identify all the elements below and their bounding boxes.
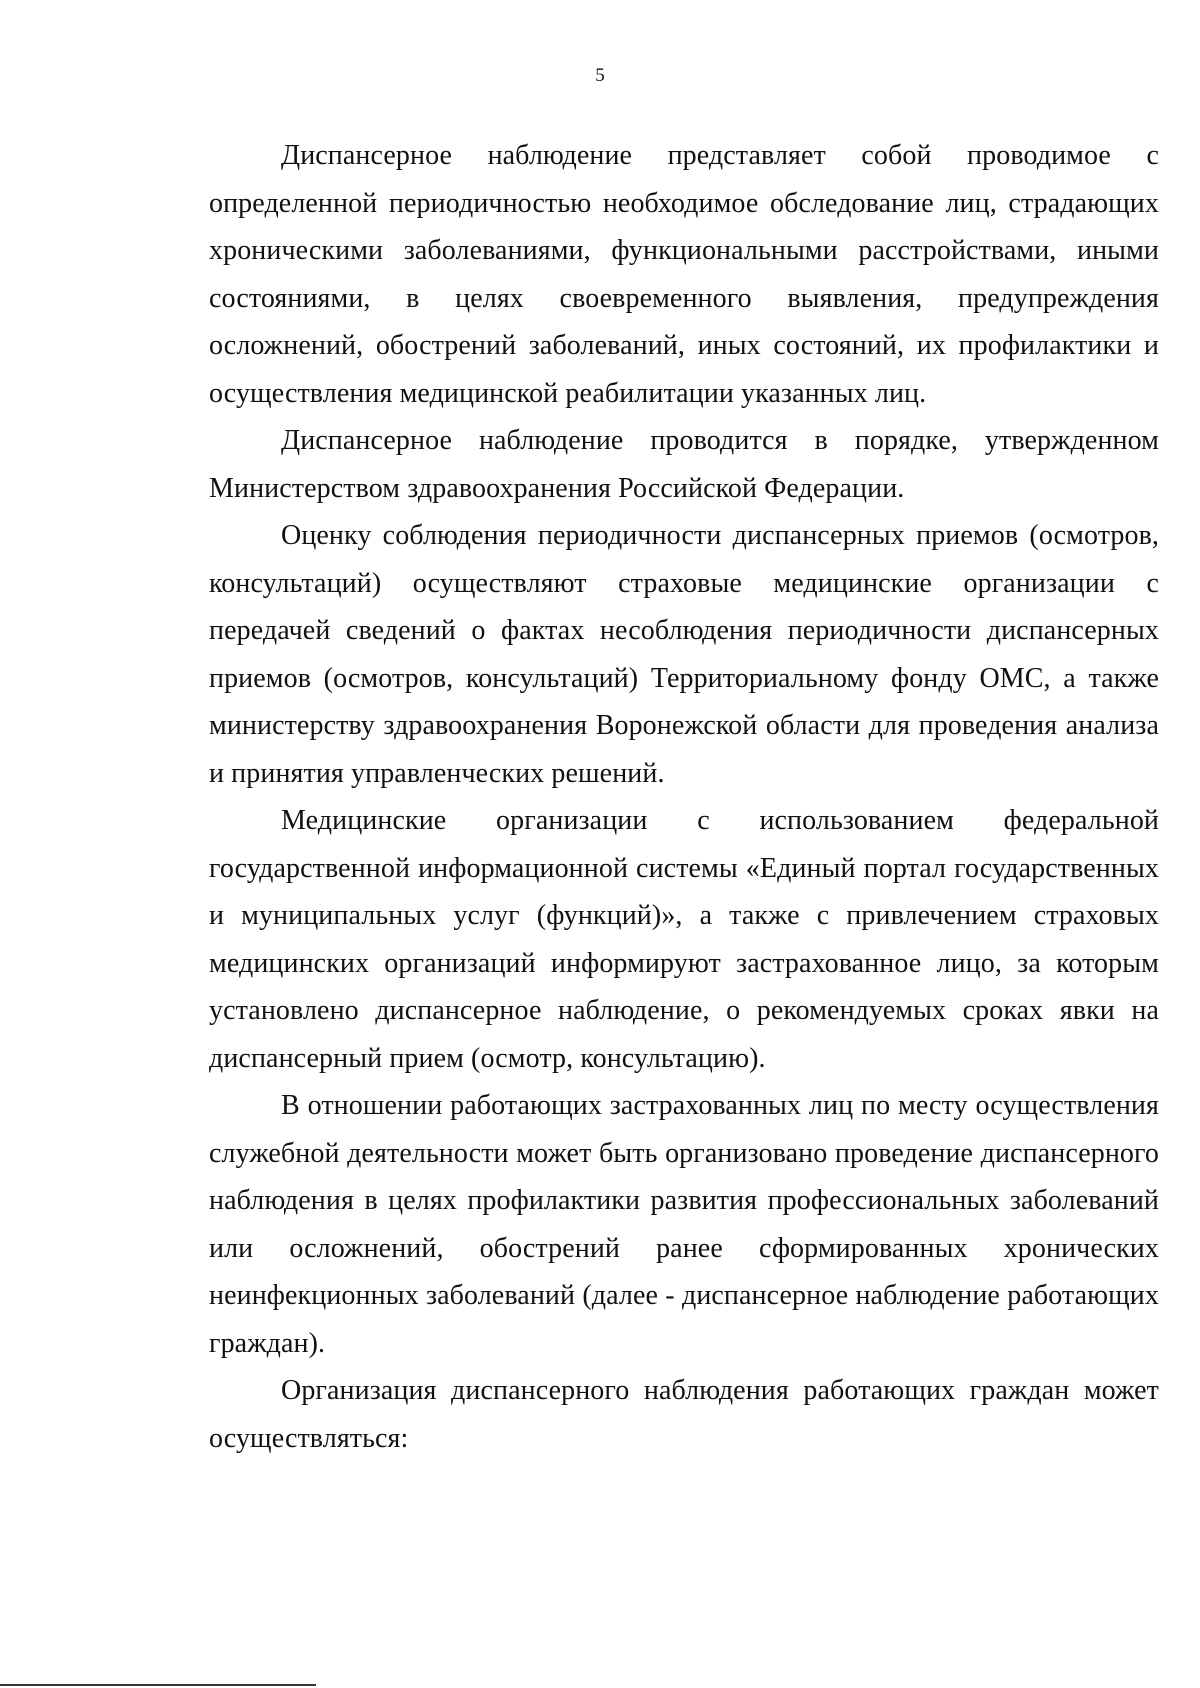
paragraph-periodicity-assessment: Оценку соблюдения периодичности диспансерных приемов (осмотров, консультаций) осуществляют страховые медицинские организации с передачей сведений о фактах несоблюдения периодичности диспансерных приемов (осмотров, консультаций) Территориальному фонду ОМС, а также министерству здравоохранения Воронежской области для проведения анализа и принятия управленческих решений. bbox=[209, 520, 1159, 789]
footer-divider bbox=[0, 1684, 316, 1686]
paragraph-informing-insured: Медицинские организации с использованием федеральной государственной информационной системы «Единый портал государственных и муниципальных услуг (функций)», а также с привлечением страховых медицинских организаций информируют застрахованное лицо, за которым установлено диспансерное наблюдение, о рекомендуемых сроках явки на диспансерный прием (осмотр, консультацию). bbox=[209, 805, 1159, 1074]
paragraph-organization: Организация диспансерного наблюдения работающих граждан может осуществляться: bbox=[209, 1375, 1159, 1454]
paragraph-dispensary-definition: Диспансерное наблюдение представляет собой проводимое с определенной периодичностью необходимое обследование лиц, страдающих хроническими заболеваниями, функциональными расстройствами, иными состояниями, в целях своевременного выявления, предупреждения осложнений, обострений заболеваний, иных состояний, их профилактики и осуществления медицинской реабилитации указанных лиц. bbox=[209, 140, 1159, 409]
page-number: 5 bbox=[595, 65, 605, 86]
paragraph-procedure: Диспансерное наблюдение проводится в порядке, утвержденном Министерством здравоохранения Российской Федерации. bbox=[209, 425, 1159, 504]
document-body bbox=[209, 132, 1159, 1462]
paragraph-working-insured: В отношении работающих застрахованных лиц по месту осуществления служебной деятельности может быть организовано проведение диспансерного наблюдения в целях профилактики развития профессиональных заболеваний или осложнений, обострений ранее сформированных хронических неинфекционных заболеваний (далее - диспансерное наблюдение работающих граждан). bbox=[209, 1090, 1159, 1359]
